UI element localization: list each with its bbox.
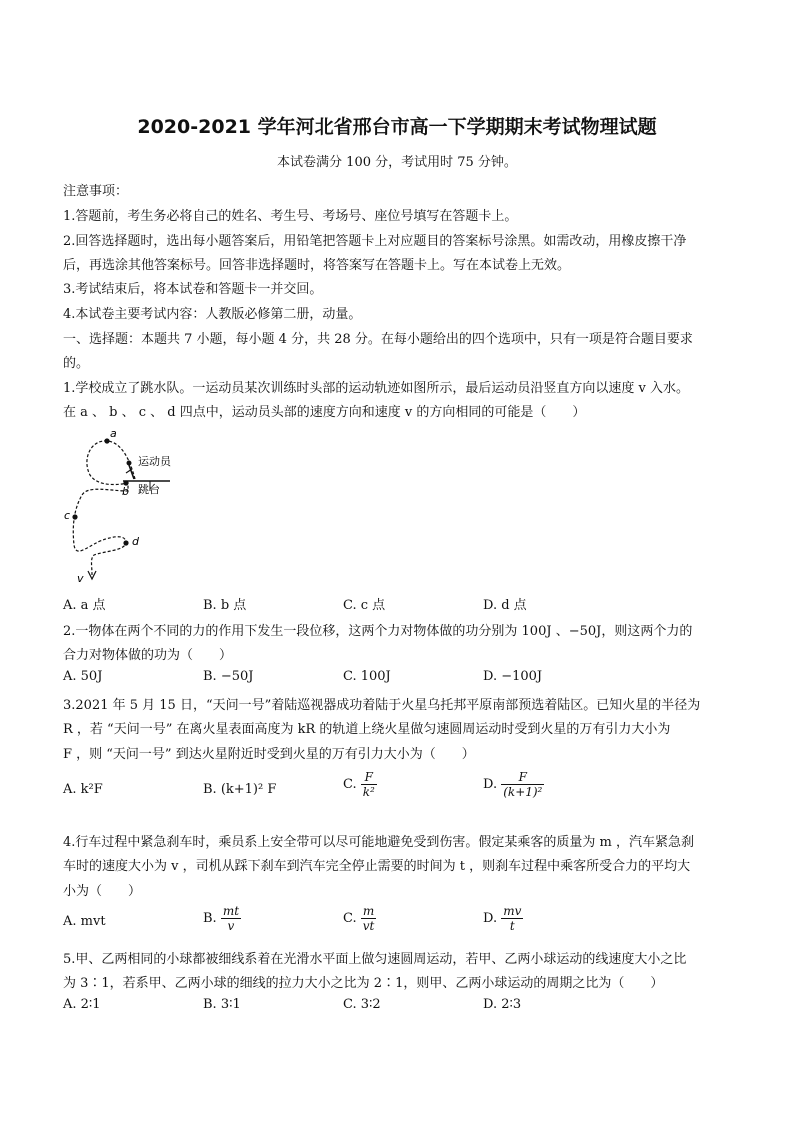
note-item: 3.考试结束后，将本试卷和答题卡一并交回。	[63, 282, 323, 297]
q2-option-c: C. 100J	[343, 669, 391, 684]
point-d	[123, 540, 128, 545]
q4-text: 4.行车过程中紧急刹车时，乘员系上安全带可以尽可能地避免受到伤害。假定某乘客的质量为 m ，汽车紧急刹	[63, 835, 694, 850]
q4-text: 小为（ ）	[63, 884, 142, 899]
note-item: 后，再选涂其他答案标号。回答非选择题时，将答案写在答题卡上。写在本试卷上无效。	[63, 258, 571, 273]
q3-text: R ，若 “天问一号” 在离火星表面高度为 kR 的轨道上绕火星做匀速圆周运动时受到火星的万有引力大小为	[63, 722, 671, 737]
q5-text: 5.甲、乙两相同的小球都被细线系着在光滑水平面上做匀速圆周运动，若甲、乙两小球运动的线速度大小之比	[63, 952, 687, 967]
q3-option-a: A. k²F	[63, 782, 103, 797]
q1-option-b: B. b 点	[203, 598, 247, 613]
note-item: 4.本试卷主要考试内容：人教版必修第二册，动量。	[63, 307, 362, 322]
q5-option-b: B. 3∶1	[203, 997, 241, 1012]
q2-text: 2.一物体在两个不同的力的作用下发生一段位移，这两个力对物体做的功分别为 100J 、−50J，则这两个力的	[63, 624, 693, 639]
section-heading-cont: 的。	[63, 356, 90, 371]
option-label: D.	[483, 911, 498, 926]
label-athlete: 运动员	[138, 455, 171, 468]
label-a: a	[110, 427, 117, 440]
q4-option-a: A. mvt	[63, 914, 106, 929]
point-c	[72, 514, 77, 519]
option-label: C.	[343, 911, 357, 926]
q1-option-d: D. d 点	[483, 598, 527, 613]
q2-option-b: B. −50J	[203, 669, 254, 684]
page-subtitle: 本试卷满分 100 分，考试用时 75 分钟。	[277, 155, 517, 170]
q3-option-d	[483, 770, 544, 799]
q2-option-a: A. 50J	[63, 669, 103, 684]
q4-option-c	[343, 904, 376, 933]
fraction: $\frac{mt}{v}$	[222, 904, 240, 933]
q3-text: 3.2021 年 5 月 15 日，“天问一号”着陆巡视器成功着陆于火星乌托邦平原南部预选着陆区。已知火星的半径为	[63, 698, 701, 713]
q5-text: 为 3∶1，若系甲、乙两小球的细线的拉力大小之比为 2∶1，则甲、乙两小球运动的周期之比为（ ）	[63, 976, 664, 991]
option-label: B.	[203, 911, 217, 926]
q5-option-a: A. 2∶1	[63, 997, 101, 1012]
label-platform: 跳台	[138, 483, 160, 496]
q3-option-b: B. (k+1)² F	[203, 782, 277, 797]
q1-option-c: C. c 点	[343, 598, 386, 613]
page-title: 2020-2021 学年河北省邢台市高一下学期期末考试物理试题	[137, 116, 657, 138]
diving-trajectory-figure	[60, 425, 200, 585]
label-c: c	[64, 509, 71, 522]
q4-option-d	[483, 904, 523, 933]
q1-text: 1.学校成立了跳水队。一运动员某次训练时头部的运动轨迹如图所示，最后运动员沿竖直方向以速度 v 入水。	[63, 381, 690, 396]
q1-text: 在 a 、 b 、 c 、 d 四点中，运动员头部的速度方向和速度 v 的方向相同的可能是（ ）	[63, 405, 586, 420]
option-label: C.	[343, 777, 357, 792]
q4-option-b	[203, 904, 241, 933]
point-a	[104, 438, 109, 443]
option-label: D.	[483, 777, 498, 792]
q4-text: 车时的速度大小为 v ，司机从踩下刹车到汽车完全停止需要的时间为 t ，则刹车过程中乘客所受合力的平均大	[63, 859, 691, 874]
fraction: $\frac{F}{\text{(k+1)²}}$	[503, 770, 543, 799]
q2-text: 合力对物体做的功为（ ）	[63, 648, 233, 663]
note-item: 2.回答选择题时，选出每小题答案后，用铅笔把答题卡上对应题目的答案标号涂黑。如需改动，用橡皮擦干净	[63, 234, 687, 249]
q2-option-d: D. −100J	[483, 669, 543, 684]
fraction: $\frac{m}{vt}$	[362, 904, 375, 933]
section-heading: 一、选择题：本题共 7 小题，每小题 4 分，共 28 分。在每小题给出的四个选项中，只有一项是符合题目要求	[63, 332, 693, 347]
label-d: d	[132, 535, 139, 548]
q5-option-d: D. 2∶3	[483, 997, 522, 1012]
note-item: 1.答题前，考生务必将自己的姓名、考生号、考场号、座位号填写在答题卡上。	[63, 209, 518, 224]
q1-option-a: A. a 点	[63, 598, 106, 613]
label-b: b	[122, 485, 129, 498]
fraction: $\frac{mv}{t}$	[503, 904, 522, 933]
q3-option-c	[343, 770, 377, 799]
q5-option-c: C. 3∶2	[343, 997, 381, 1012]
label-v: v	[77, 572, 84, 585]
notes-heading: 注意事项：	[63, 184, 129, 199]
fraction: $\frac{F}{\text{k²}}$	[362, 770, 375, 799]
q3-text: F ，则 “天问一号” 到达火星附近时受到火星的万有引力大小为（ ）	[63, 747, 475, 762]
